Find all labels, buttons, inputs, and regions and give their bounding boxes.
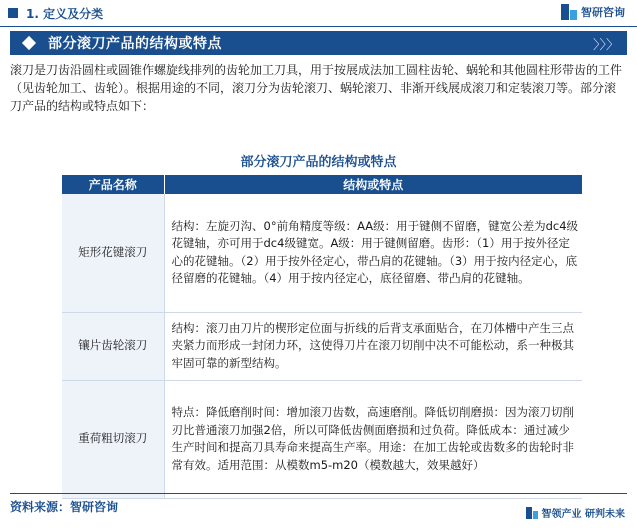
- section-banner: [10, 31, 627, 55]
- section-marker-icon: [8, 8, 18, 18]
- footer-slogan: [526, 505, 625, 520]
- brand-logo-icon: [561, 4, 577, 20]
- header-structure: 结构或特点: [164, 175, 582, 194]
- table-row: [62, 312, 582, 380]
- table-row: [62, 380, 582, 498]
- banner-title: 部分滚刀产品的结构或特点: [48, 36, 222, 52]
- header-product-name: 产品名称: [62, 175, 164, 194]
- diamond-icon: [22, 36, 36, 50]
- footer-divider: [10, 493, 627, 494]
- brand-logo-icon: [526, 507, 538, 519]
- intro-paragraph: 滚刀是刀齿沿圆柱或圆锥作螺旋线排列的齿轮加工刀具，用于按展成法加工圆柱齿轮、蜗轮和其他圆柱形带齿的工件（见齿轮加工、齿轮）。根据用途的不同，滚刀分为齿轮滚刀、蜗轮滚刀、非渐开线展成滚刀和定装滚刀等。部分滚刀产品的结构或特点如下：: [10, 63, 623, 113]
- table-title: 部分滚刀产品的结构或特点: [240, 155, 397, 170]
- product-desc: 结构：滚刀由刀片的楔形定位面与折线的后背支承面贴合，在刀体槽中产生三点夹紧力而形成一封闭力环，这使得刀片在滚刀切削中决不可能松动，系一种极其牢固可靠的新型结构。: [164, 312, 582, 380]
- product-desc: 特点：降低磨削时间：增加滚刀齿数，高速磨削。降低切削磨损：因为滚刀切削刃比普通滚刀加强2倍，所以可降低齿侧面磨损和过负荷。降低成本：通过减少生产时间和提高刀具寿命来提高生产率。用途：在加工齿轮或齿数多的齿轮时非常有效。适用范围：从模数m5-m20（模数越大，效果越好）: [164, 380, 582, 498]
- product-name: 重荷粗切滚刀: [62, 380, 164, 498]
- brand-name: 智研咨询: [581, 6, 625, 19]
- top-bar: [0, 0, 637, 26]
- product-name: 镶片齿轮滚刀: [62, 312, 164, 380]
- table-row: [62, 194, 582, 312]
- source-note: 资料来源：智研咨询: [10, 500, 119, 514]
- header-divider: [0, 26, 637, 27]
- product-desc: 结构：左旋刃沟、0°前角精度等级：AA级：用于键侧不留磨，键宽公差为dc4级花键轴，亦可用于dc4级键宽。A级：用于键侧留磨。齿形：（1）用于按外径定心的花键轴。（2）用于按外径定心，带凸肩的花键轴。（3）用于按内径定心，底径留磨的花键轴。（4）用于按内径定心，底径留磨、带凸肩的花键轴。: [164, 194, 582, 312]
- section-label: 1. 定义及分类: [26, 6, 104, 21]
- product-name: 矩形花键滚刀: [62, 194, 164, 312]
- product-table: [62, 175, 582, 499]
- slogan-text: 智领产业 研判未来: [541, 509, 625, 520]
- table-header-row: [62, 175, 582, 194]
- brand: [561, 4, 625, 20]
- chevrons-icon: 〉〉〉: [592, 37, 619, 53]
